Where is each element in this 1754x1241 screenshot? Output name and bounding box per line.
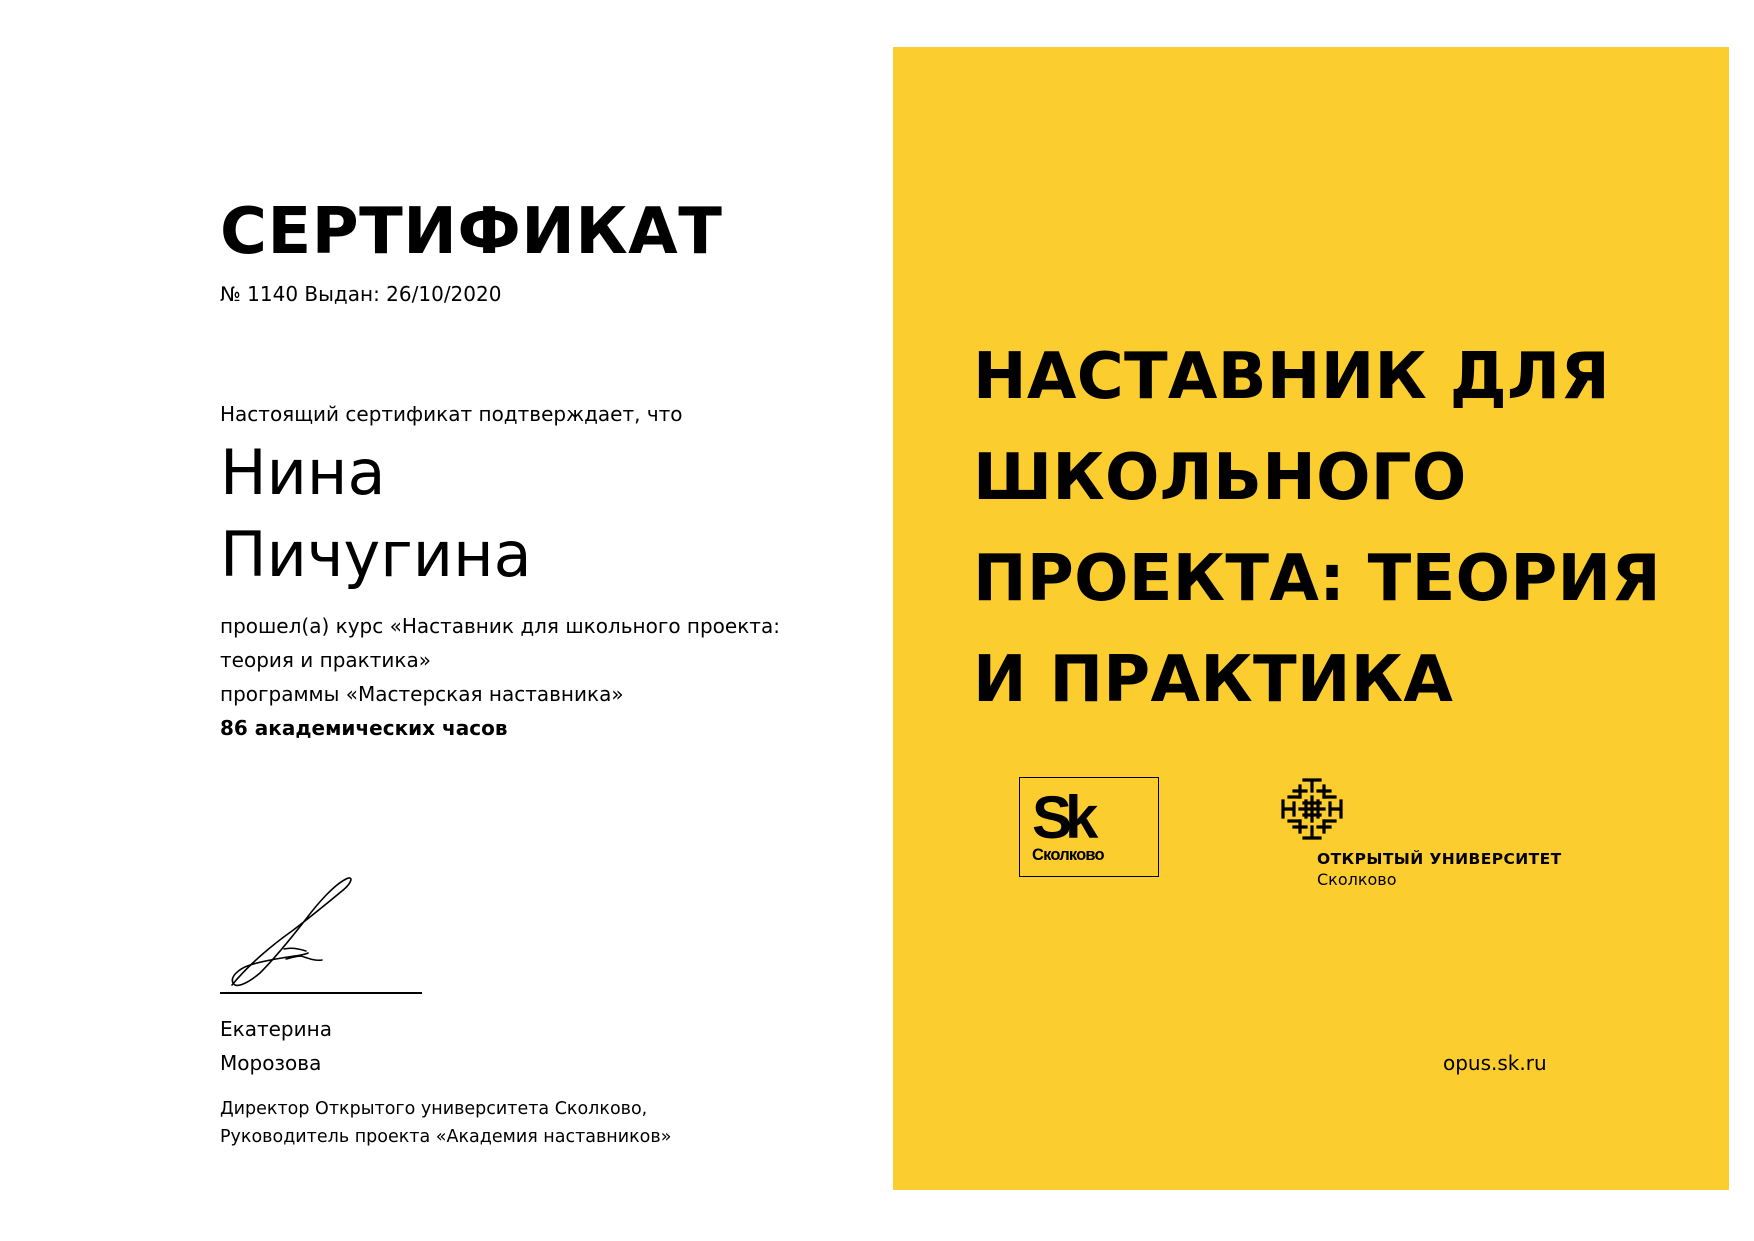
recipient-last-name: Пичугина: [220, 518, 532, 591]
signature-line: [220, 992, 422, 994]
course-info: [220, 609, 860, 745]
recipient-name: [220, 432, 532, 596]
certificate-title: СЕРТИФИКАТ: [220, 195, 723, 269]
confirm-text: Настоящий сертификат подтверждает, что: [220, 402, 683, 426]
website-url: opus.sk.ru: [1443, 1051, 1547, 1075]
signer-role: [220, 1095, 671, 1151]
skolkovo-logo: [1019, 777, 1159, 877]
signer-role-line-2: Руководитель проекта «Академия наставников»: [220, 1127, 672, 1147]
signer-role-line-1: Директор Открытого университета Сколково,: [220, 1099, 648, 1119]
recipient-first-name: Нина: [220, 436, 386, 509]
certificate-number-date: № 1140 Выдан: 26/10/2020: [220, 282, 502, 306]
open-university-maze-icon: [1280, 777, 1344, 841]
open-university-title: ОТКРЫТЫЙ УНИВЕРСИТЕТ: [1317, 850, 1562, 868]
course-title: НАСТАВНИК ДЛЯ ШКОЛЬНОГО ПРОЕКТА: ТЕОРИЯ И ПРАКТИКА: [973, 340, 1661, 717]
skolkovo-logo-letters: Sk: [1032, 784, 1092, 851]
handwritten-signature: [220, 873, 400, 988]
signer-name: [220, 1012, 332, 1080]
skolkovo-logo-caption: Сколково: [1032, 846, 1104, 864]
signer-first-name: Екатерина: [220, 1017, 332, 1041]
academic-hours: 86 академических часов: [220, 716, 508, 740]
course-line-1: прошел(а) курс «Наставник для школьного проекта:: [220, 614, 780, 638]
signer-last-name: Морозова: [220, 1051, 322, 1075]
program-line: программы «Мастерская наставника»: [220, 682, 624, 706]
course-panel: [893, 47, 1729, 1190]
open-university-subtitle: Сколково: [1317, 870, 1397, 889]
course-line-2: теория и практика»: [220, 648, 431, 672]
